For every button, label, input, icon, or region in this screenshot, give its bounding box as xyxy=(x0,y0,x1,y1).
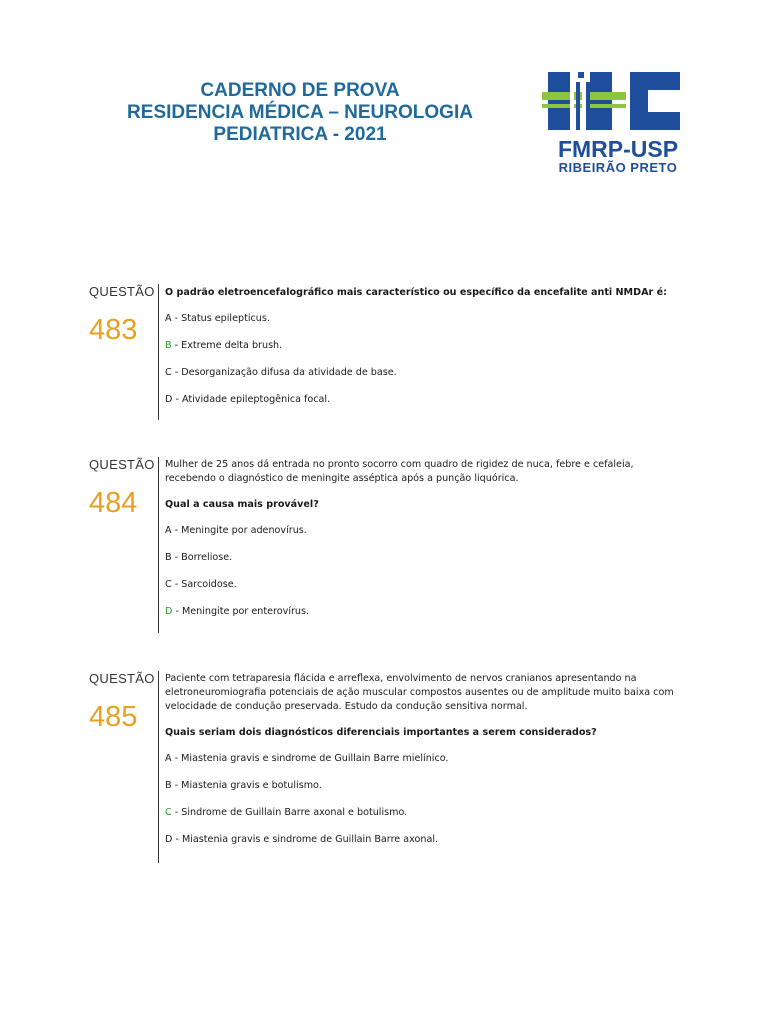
option-a[interactable] xyxy=(165,312,685,326)
title-line-3: PEDIATRICA - 2021 xyxy=(213,124,387,145)
option-c[interactable] xyxy=(165,366,685,380)
option-b[interactable] xyxy=(165,551,685,565)
option-a[interactable] xyxy=(165,524,685,538)
question-stem: Paciente com tetraparesia flácida e arreflexa, envolvimento de nervos cranianos apresentando na eletroneuromiografia potenciais de ação muscular compostos ausentes ou de amplitude muito baixa com velocidade de condução preservada. Estudo da condução sensitiva normal. xyxy=(165,673,674,712)
question-stem: Mulher de 25 anos dá entrada no pronto socorro com quadro de rigidez de nuca, febre e cefaleia, recebendo o diagnóstico de meningite asséptica após a punção liquórica. xyxy=(165,459,634,484)
question-label: QUESTÃO xyxy=(89,671,155,686)
option-c[interactable] xyxy=(165,806,685,820)
question-divider xyxy=(158,457,159,633)
question-body xyxy=(165,672,685,860)
question-label: QUESTÃO xyxy=(89,284,155,299)
question-prompt: Quais seriam dois diagnósticos diferenciais importantes a serem considerados? xyxy=(165,727,597,738)
logo-text-ribeirao-preto: RIBEIRÃO PRETO xyxy=(558,160,678,175)
option-letter-correct: C xyxy=(165,807,172,818)
question-body xyxy=(165,458,685,632)
question-number: 485 xyxy=(89,701,138,733)
question-body xyxy=(165,286,685,420)
option-c[interactable] xyxy=(165,578,685,592)
option-text: - Sindrome de Guillain Barre axonal e botulismo. xyxy=(174,807,408,818)
option-letter: C xyxy=(165,579,172,590)
title-line-1: CADERNO DE PROVA xyxy=(200,80,400,101)
option-letter: B xyxy=(165,552,172,563)
option-letter: A xyxy=(165,753,172,764)
option-letter: A xyxy=(165,313,172,324)
option-a[interactable] xyxy=(165,752,685,766)
title-line-2: RESIDENCIA MÉDICA – NEUROLOGIA xyxy=(127,102,473,123)
question-number: 484 xyxy=(89,487,138,519)
option-text: - Borreliose. xyxy=(174,552,233,563)
option-text: - Miastenia gravis e botulismo. xyxy=(174,780,322,791)
option-text: - Miastenia gravis e sindrome de Guillain Barre mielínico. xyxy=(174,753,449,764)
option-letter-correct: B xyxy=(165,340,172,351)
hc-logo-icon xyxy=(540,68,690,136)
logo-text-fmrp-usp: FMRP-USP xyxy=(557,136,679,162)
option-text: - Desorganização difusa da atividade de base. xyxy=(174,367,397,378)
option-text: - Miastenia gravis e sindrome de Guillain Barre axonal. xyxy=(175,834,439,845)
option-text: - Meningite por enterovírus. xyxy=(175,606,310,617)
option-d[interactable] xyxy=(165,833,685,847)
hc-fmrp-usp-logo xyxy=(540,68,690,178)
option-letter-correct: D xyxy=(165,606,173,617)
option-text: - Status epilepticus. xyxy=(174,313,270,324)
question-number: 483 xyxy=(89,314,138,346)
option-d[interactable] xyxy=(165,393,685,407)
option-letter: D xyxy=(165,394,173,405)
option-letter: D xyxy=(165,834,173,845)
option-text: - Meningite por adenovírus. xyxy=(174,525,307,536)
option-letter: C xyxy=(165,367,172,378)
question-divider xyxy=(158,284,159,420)
option-letter: B xyxy=(165,780,172,791)
question-prompt: Qual a causa mais provável? xyxy=(165,499,319,510)
option-text: - Sarcoidose. xyxy=(174,579,237,590)
option-text: - Extreme delta brush. xyxy=(174,340,283,351)
document-title xyxy=(100,80,500,146)
option-b[interactable] xyxy=(165,779,685,793)
option-b[interactable] xyxy=(165,339,685,353)
option-d[interactable] xyxy=(165,605,685,619)
question-divider xyxy=(158,671,159,863)
question-stem: O padrão eletroencefalográfico mais característico ou específico da encefalite anti NMDAr é: xyxy=(165,287,667,298)
question-label: QUESTÃO xyxy=(89,457,155,472)
option-letter: A xyxy=(165,525,172,536)
option-text: - Atividade epileptogênica focal. xyxy=(175,394,331,405)
